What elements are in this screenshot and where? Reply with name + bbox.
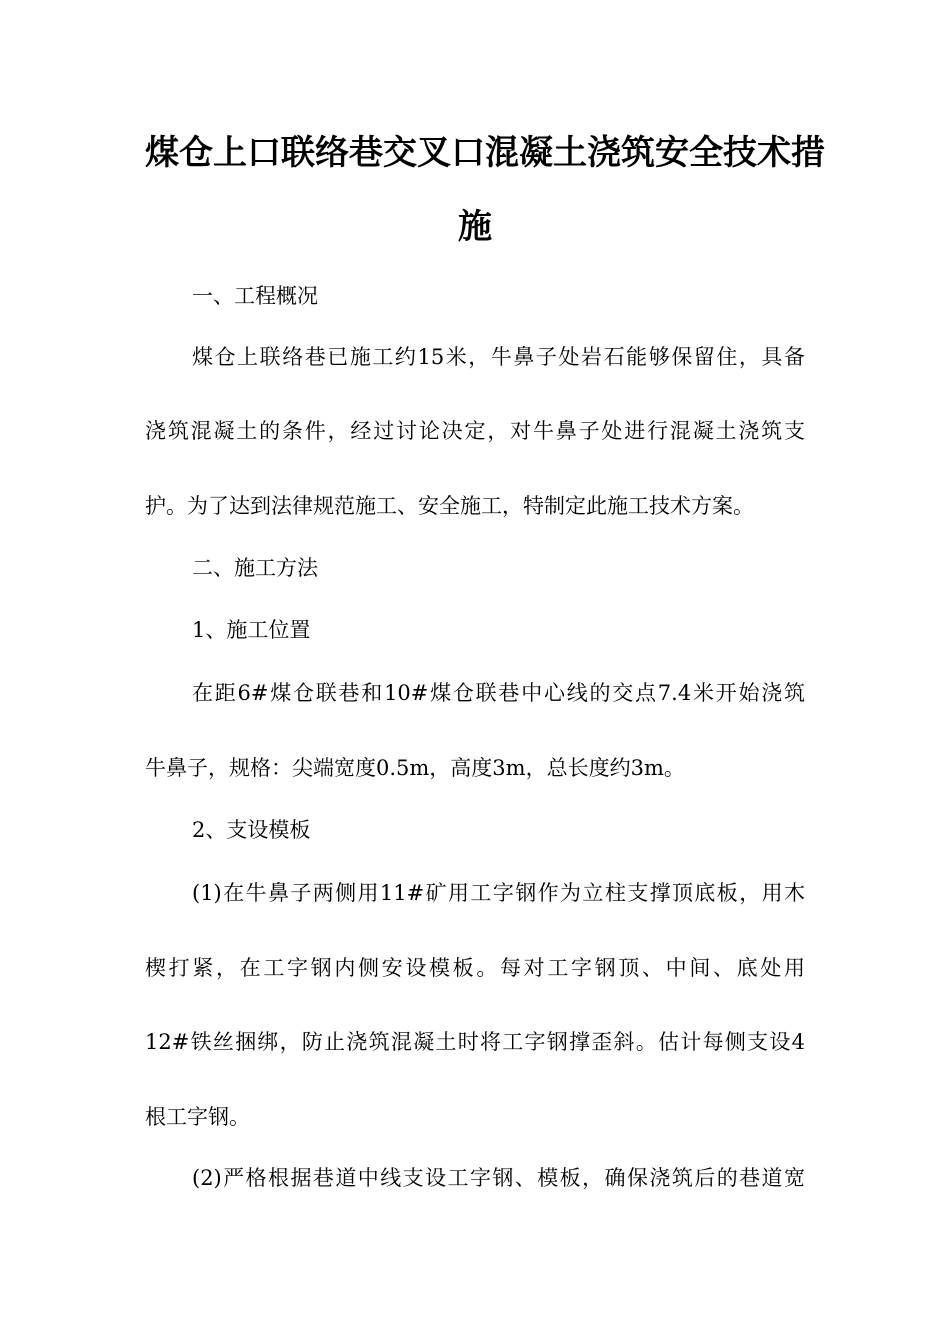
paragraph-line: 12#铁丝捆绑，防止浇筑混凝土时将工字钢撑歪斜。估计每侧支设4 [145,1030,805,1054]
document-title-line-1: 煤仓上口联络巷交叉口混凝土浇筑安全技术措 [145,133,825,173]
paragraph-line: 浇筑混凝土的条件，经过讨论决定，对牛鼻子处进行混凝土浇筑支 [145,419,805,443]
paragraph-line: 牛鼻子，规格：尖端宽度0.5m，高度3m，总长度约3m。 [145,756,685,780]
subsection-heading-formwork: 2、支设模板 [192,818,311,842]
paragraph-line: 煤仓上联络巷已施工约15米，牛鼻子处岩石能够保留住，具备 [192,345,805,369]
paragraph-line: 楔打紧，在工字钢内侧安设模板。每对工字钢顶、中间、底处用 [145,956,805,980]
paragraph-line: (1)在牛鼻子两侧用11#矿用工字钢作为立柱支撑顶底板，用木 [192,881,805,905]
section-heading-overview: 一、工程概况 [192,284,318,308]
paragraph-line: (2)严格根据巷道中线支设工字钢、模板，确保浇筑后的巷道宽 [192,1166,805,1190]
subsection-heading-location: 1、施工位置 [192,618,311,642]
paragraph-line: 在距6#煤仓联巷和10#煤仓联巷中心线的交点7.4米开始浇筑 [192,681,805,705]
paragraph-line: 护。为了达到法律规范施工、安全施工，特制定此施工技术方案。 [145,494,754,518]
paragraph-line: 根工字钢。 [145,1105,250,1129]
document-title-line-2: 施 [458,207,492,247]
section-heading-method: 二、施工方法 [192,556,318,580]
